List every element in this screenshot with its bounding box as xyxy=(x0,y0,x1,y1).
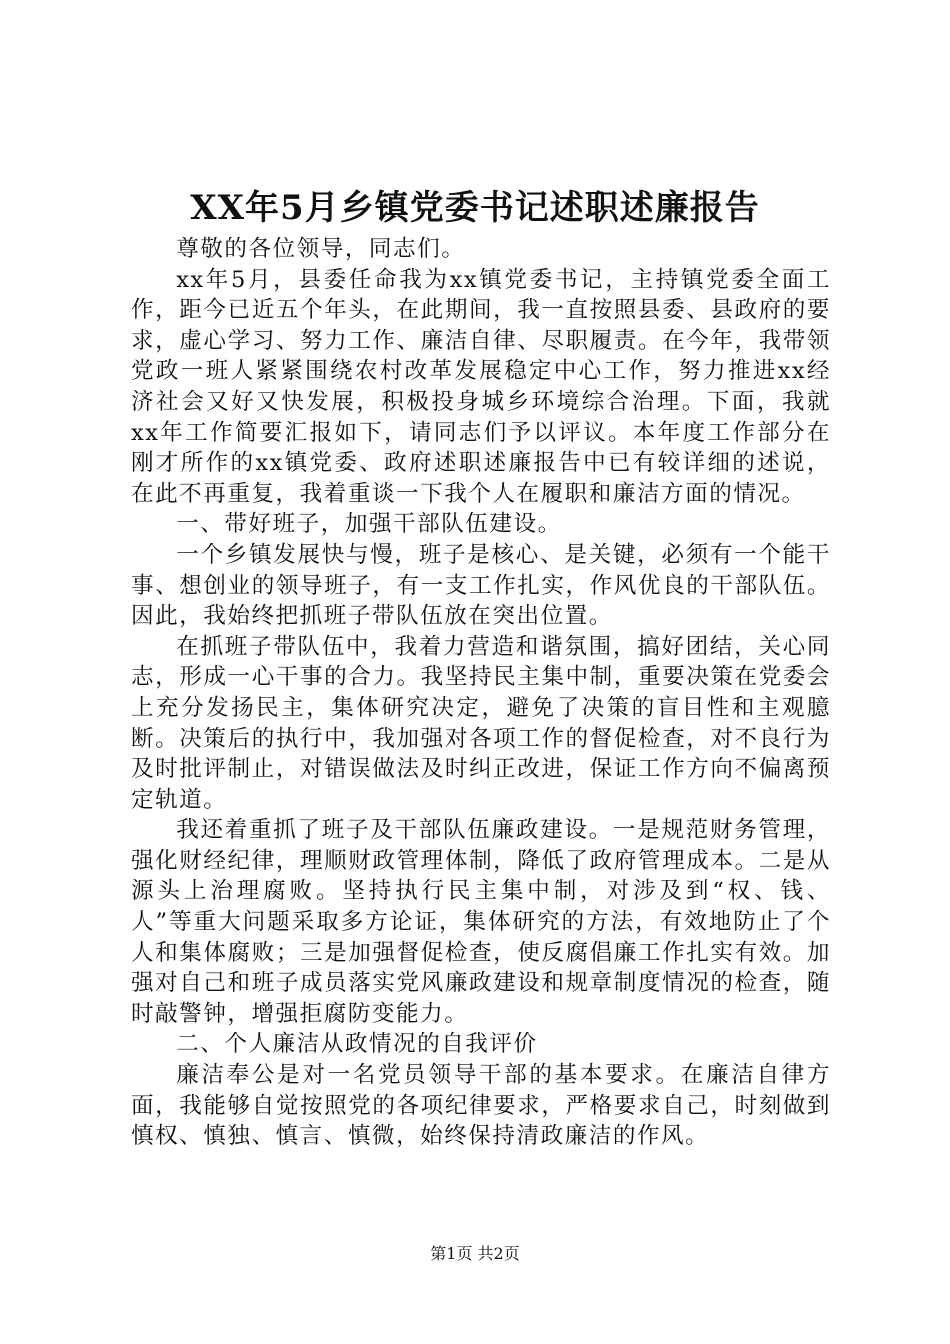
paragraph-intro: xx年5月，县委任命我为xx镇党委书记，主持镇党委全面工作，距今已近五个年头，在此期间，我一直按照县委、县政府的要求，虚心学习、努力工作、廉洁自律、尽职履责。在今年，我带领党政一班人紧紧围绕农村改革发展稳定中心工作，努力推进xx经济社会又好又快发展，积极投身城乡环境综合治理。下面，我就xx年工作简要汇报如下，请同志们予以评议。本年度工作部分在刚才所作的xx镇党委、政府述职述廉报告中已有较详细的述说，在此不再重复，我着重谈一下我个人在履职和廉洁方面的情况。 xyxy=(131,266,831,507)
greeting: 尊敬的各位领导，同志们。 xyxy=(176,236,466,262)
paragraph-integrity-building: 我还着重抓了班子及干部队伍廉政建设。一是规范财务管理，强化财经纪律，理顺财政管理体制，降低了政府管理成本。二是从源头上治理腐败。坚持执行民主集中制，对涉及到“权、钱、人”等重大问题采取多方论证，集体研究的方法，有效地防止了个人和集体腐败；三是加强督促检查，使反腐倡廉工作扎实有效。加强对自己和班子成员落实党风廉政建设和规章制度情况的检查，随时敲警钟，增强拒腐防变能力。 xyxy=(131,817,831,1027)
section-heading-1: 一、带好班子，加强干部队伍建设。 xyxy=(176,511,562,538)
document-title: XX年5月乡镇党委书记述职述廉报告 xyxy=(190,188,760,228)
section-heading-2: 二、个人廉洁从政情况的自我评价 xyxy=(176,1031,538,1058)
paragraph-self-evaluation: 廉洁奉公是对一名党员领导干部的基本要求。在廉洁自律方面，我能够自觉按照党的各项纪律要求，严格要求自己，时刻做到慎权、慎独、慎言、慎微，始终保持清政廉洁的作风。 xyxy=(131,1062,831,1150)
paragraph-team-core: 一个乡镇发展快与慢，班子是核心、是关键，必须有一个能干事、想创业的领导班子，有一支工作扎实，作风优良的干部队伍。因此，我始终把抓班子带队伍放在突出位置。 xyxy=(131,541,831,630)
paragraph-team-building: 在抓班子带队伍中，我着力营造和谐氛围，搞好团结，关心同志，形成一心干事的合力。我坚持民主集中制，重要决策在党委会上充分发扬民主，集体研究决定，避免了决策的盲目性和主观臆断。决策后的执行中，我加强对各项工作的督促检查，对不良行为及时批评制止，对错误做法及时纠正改进，保证工作方向不偏离预定轨道。 xyxy=(131,633,831,813)
document-body xyxy=(131,234,831,1152)
page-number: 第1页 共2页 xyxy=(430,1244,520,1263)
